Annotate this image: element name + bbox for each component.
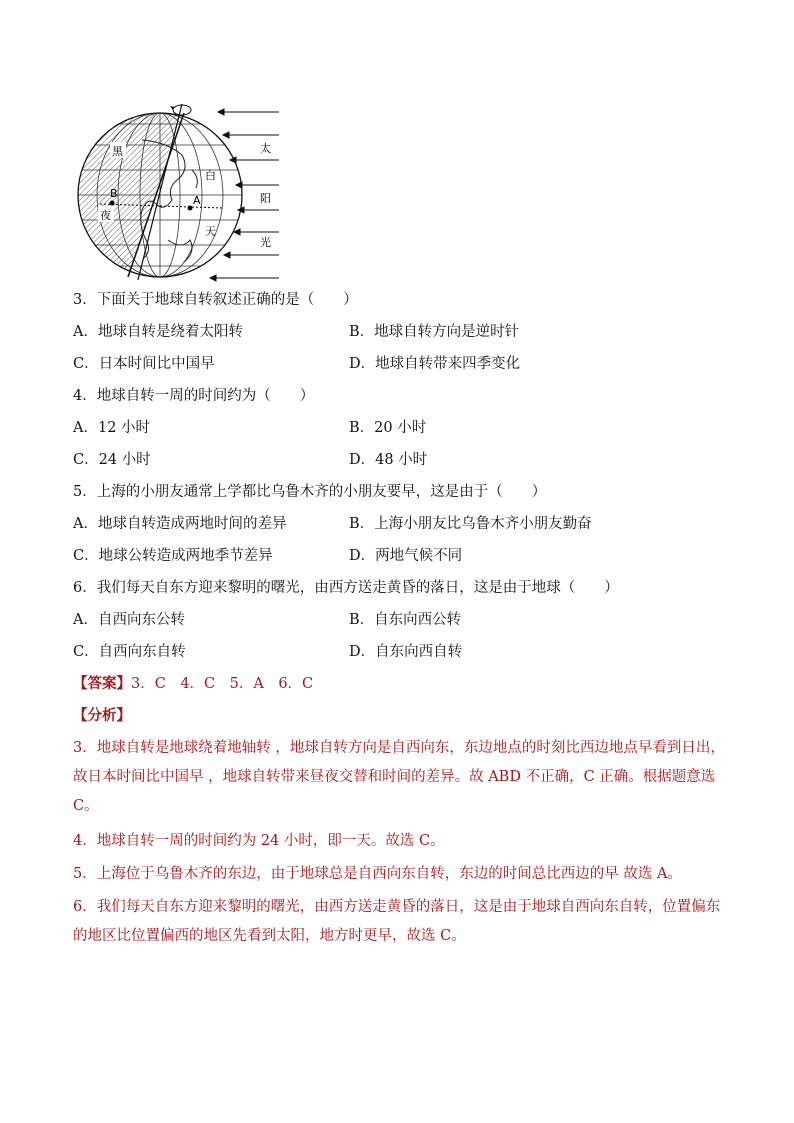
analysis-label: 【分析】 bbox=[73, 707, 131, 724]
point-a-marker bbox=[188, 206, 193, 211]
question-6-option-c: C．自西向东自转 bbox=[73, 644, 186, 660]
analysis-paragraph-3: 3．地球自转是地球绕着地轴转 ，地球自转方向是自西向东，东边地点的时刻比西边地点早看到日出，故日本时间比中国早 ，地球自转带来昼夜交替和时间的差异。故 ABD 不正确，C 正确。根据题意选 C。 bbox=[73, 740, 725, 814]
answer-line bbox=[73, 674, 313, 694]
question-4-option-d: D．48 小时 bbox=[349, 452, 428, 468]
question-3-option-c: C．日本时间比中国早 bbox=[73, 356, 215, 372]
label-point-b: B bbox=[110, 187, 118, 200]
analysis-paragraph-4: 4．地球自转一周的时间约为 24 小时，即一天。故选 C。 bbox=[73, 833, 445, 849]
question-5-option-d: D．两地气候不同 bbox=[349, 548, 463, 564]
analysis-paragraph-6: 6．我们每天自东方迎来黎明的曙光，由西方送走黄昏的落日，这是由于地球自西向东自转，位置偏东的地区比位置偏西的地区先看到太阳，地方时更早，故选 C。 bbox=[73, 899, 721, 944]
analysis-paragraph-5: 5．上海位于乌鲁木齐的东边，由于地球总是自西向东自转，东边的时间总比西边的早 故选 A。 bbox=[73, 866, 682, 882]
question-3-stem: 3．下面关于地球自转叙述正确的是（ ） bbox=[73, 292, 358, 308]
label-hei: 黑 bbox=[112, 145, 123, 158]
question-3-option-b: B．地球自转方向是逆时针 bbox=[349, 324, 520, 340]
answer-text: 3．C 4．C 5．A 6．C bbox=[131, 676, 314, 692]
label-point-a: A bbox=[193, 194, 201, 207]
label-bai: 白 bbox=[205, 169, 216, 182]
question-5-option-b: B．上海小朋友比乌鲁木齐小朋友勤奋 bbox=[349, 516, 592, 532]
label-tai: 太 bbox=[260, 142, 271, 155]
question-4-option-a: A．12 小时 bbox=[73, 420, 151, 436]
question-4-stem: 4．地球自转一周的时间约为（ ） bbox=[73, 388, 315, 404]
question-6-option-b: B．自东向西公转 bbox=[349, 612, 462, 628]
label-ye: 夜 bbox=[100, 209, 111, 222]
question-5-option-c: C．地球公转造成两地季节差异 bbox=[73, 548, 273, 564]
label-yang: 阳 bbox=[260, 192, 271, 205]
label-tian: 天 bbox=[205, 225, 216, 238]
question-4-option-b: B．20 小时 bbox=[349, 420, 427, 436]
globe-figure bbox=[72, 100, 287, 282]
question-3-option-a: A．地球自转是绕着太阳转 bbox=[73, 324, 243, 340]
question-6-stem: 6．我们每天自东方迎来黎明的曙光，由西方送走黄昏的落日，这是由于地球（ ） bbox=[73, 580, 619, 596]
question-6-option-d: D．自东向西自转 bbox=[349, 644, 463, 660]
label-guang: 光 bbox=[260, 236, 271, 249]
question-6-option-a: A．自西向东公转 bbox=[73, 612, 185, 628]
question-5-option-a: A．地球自转造成两地时间的差异 bbox=[73, 516, 287, 532]
question-5-stem: 5．上海的小朋友通常上学都比乌鲁木齐的小朋友要早，这是由于（ ） bbox=[73, 484, 547, 500]
question-4-option-c: C．24 小时 bbox=[73, 452, 151, 468]
question-3-option-d: D．地球自转带来四季变化 bbox=[349, 356, 521, 372]
answer-label: 【答案】 bbox=[73, 675, 131, 692]
point-b-marker bbox=[110, 201, 115, 206]
